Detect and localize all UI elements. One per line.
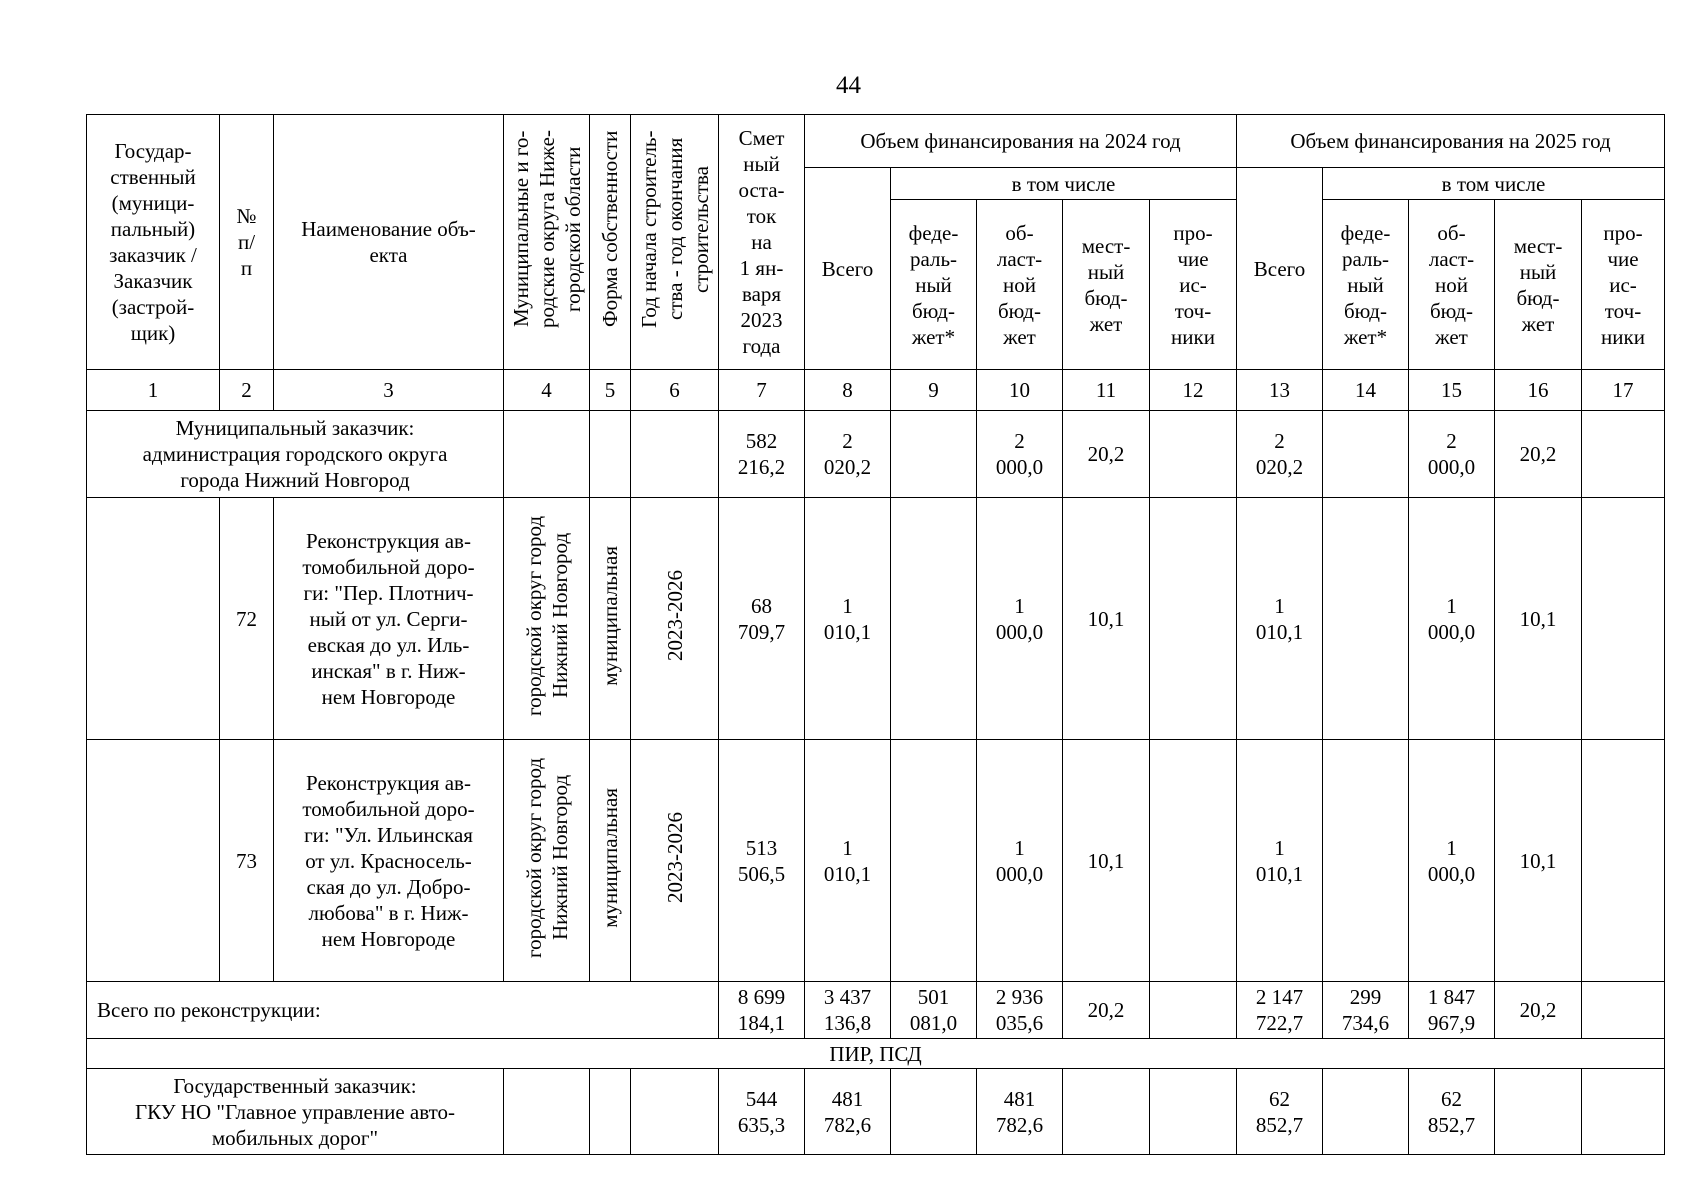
cell-oblast-2024: 2 936 035,6 <box>977 982 1063 1039</box>
header-years: Год начала строитель- ства - год окончания строительства <box>636 130 713 328</box>
cell-oblast-2024: 2 000,0 <box>977 411 1063 498</box>
cell-district-cell <box>504 498 590 740</box>
header-fin-2025: Объем финансирования на 2025 год <box>1237 115 1665 168</box>
state-customer-label: Государственный заказчик: ГКУ НО "Главное управление авто- мобильных дорог" <box>87 1069 504 1155</box>
cell-years-cell <box>631 740 719 982</box>
column-numbers-row <box>87 370 1665 411</box>
page-number: 44 <box>836 72 861 99</box>
header-fin-2024: Объем финансирования на 2024 год <box>805 115 1237 168</box>
cell-oblast-2024: 1 000,0 <box>977 498 1063 740</box>
cell-local-2025: 10,1 <box>1495 740 1582 982</box>
section-title: ПИР, ПСД <box>87 1039 1665 1069</box>
cell-federal-2025: 299 734,6 <box>1323 982 1409 1039</box>
cell-oblast-2024: 481 782,6 <box>977 1069 1063 1155</box>
cell-federal-2024: 501 081,0 <box>891 982 977 1039</box>
column-number: 2 <box>220 370 274 411</box>
header-other-2024: про- чие ис- точ- ники <box>1150 200 1237 370</box>
column-number: 5 <box>590 370 631 411</box>
table-row-section <box>87 1039 1665 1069</box>
header-oblast-2025: об- ласт- ной бюд- жет <box>1409 200 1495 370</box>
column-number: 12 <box>1150 370 1237 411</box>
cell-local-2024: 20,2 <box>1063 411 1150 498</box>
column-number: 3 <box>274 370 504 411</box>
cell-total-2025: 1 010,1 <box>1237 498 1323 740</box>
column-number: 13 <box>1237 370 1323 411</box>
cell-oblast-2025: 1 000,0 <box>1409 498 1495 740</box>
column-number: 14 <box>1323 370 1409 411</box>
header-row-1 <box>87 115 1665 168</box>
table-row-municipal-customer <box>87 411 1665 498</box>
table-row-state-customer <box>87 1069 1665 1155</box>
header-ownership: Форма собственности <box>598 130 622 328</box>
column-number: 7 <box>719 370 805 411</box>
column-number: 6 <box>631 370 719 411</box>
cell-object-name: Реконструкция ав- томобильной доро- ги: "Пер. Плотнич- ный от ул. Серги- евская до ул. Иль- инская" в г. Ниж- нем Новгороде <box>274 498 504 740</box>
column-number: 11 <box>1063 370 1150 411</box>
header-number: № п/ п <box>220 115 274 370</box>
cell-oblast-2025: 1 000,0 <box>1409 740 1495 982</box>
cell-years-cell <box>631 498 719 740</box>
cell-total-2024: 1 010,1 <box>805 740 891 982</box>
cell-oblast-2025: 2 000,0 <box>1409 411 1495 498</box>
column-number: 16 <box>1495 370 1582 411</box>
header-local-2024: мест- ный бюд- жет <box>1063 200 1150 370</box>
cell-estimate: 68 709,7 <box>719 498 805 740</box>
cell-total-2025: 1 010,1 <box>1237 740 1323 982</box>
total-label: Всего по реконструкции: <box>87 982 719 1039</box>
cell-object-name: Реконструкция ав- томобильной доро- ги: "Ул. Ильинская от ул. Красносель- ская до ул. Добро- любова" в г. Ниж- нем Новгороде <box>274 740 504 982</box>
cell-years: 2023-2026 <box>662 570 687 661</box>
header-district: Муниципальные и го- родские округа Ниже- городской области <box>508 130 585 328</box>
column-number: 10 <box>977 370 1063 411</box>
financing-table <box>86 114 1665 1155</box>
cell-ownership-cell <box>590 498 631 740</box>
cell-local-2025: 20,2 <box>1495 411 1582 498</box>
table-row-object-72 <box>87 498 1665 740</box>
cell-ownership: муниципальная <box>598 545 622 686</box>
cell-local-2024: 10,1 <box>1063 498 1150 740</box>
column-number: 15 <box>1409 370 1495 411</box>
cell-estimate: 544 635,3 <box>719 1069 805 1155</box>
header-total-2025: Всего <box>1237 168 1323 370</box>
cell-estimate: 8 699 184,1 <box>719 982 805 1039</box>
cell-district-cell <box>504 740 590 982</box>
table-row-object-73 <box>87 740 1665 982</box>
cell-total-2024: 481 782,6 <box>805 1069 891 1155</box>
cell-total-2025: 62 852,7 <box>1237 1069 1323 1155</box>
column-number: 8 <box>805 370 891 411</box>
column-number: 17 <box>1582 370 1665 411</box>
cell-number: 73 <box>220 740 274 982</box>
cell-number: 72 <box>220 498 274 740</box>
cell-years: 2023-2026 <box>662 812 687 903</box>
cell-estimate: 582 216,2 <box>719 411 805 498</box>
cell-ownership-cell <box>590 740 631 982</box>
cell-total-2025: 2 020,2 <box>1237 411 1323 498</box>
cell-district: городской округ город Нижний Новгород <box>521 515 572 716</box>
header-district-cell <box>504 115 590 370</box>
cell-local-2025: 20,2 <box>1495 982 1582 1039</box>
cell-total-2024: 2 020,2 <box>805 411 891 498</box>
header-object-name: Наименование объ- екта <box>274 115 504 370</box>
cell-local-2025: 10,1 <box>1495 498 1582 740</box>
column-number: 1 <box>87 370 220 411</box>
cell-local-2024: 10,1 <box>1063 740 1150 982</box>
header-ownership-cell <box>590 115 631 370</box>
cell-oblast-2024: 1 000,0 <box>977 740 1063 982</box>
table-row-total <box>87 982 1665 1039</box>
cell-local-2024: 20,2 <box>1063 982 1150 1039</box>
header-total-2024: Всего <box>805 168 891 370</box>
cell-total-2025: 2 147 722,7 <box>1237 982 1323 1039</box>
cell-ownership: муниципальная <box>598 787 622 928</box>
header-years-cell <box>631 115 719 370</box>
header-including-2025: в том числе <box>1323 168 1665 200</box>
header-local-2025: мест- ный бюд- жет <box>1495 200 1582 370</box>
municipal-customer-label: Муниципальный заказчик: администрация городского округа города Нижний Новгород <box>87 411 504 498</box>
header-federal-2025: феде- раль- ный бюд- жет* <box>1323 200 1409 370</box>
cell-district: городской округ город Нижний Новгород <box>521 757 572 958</box>
header-federal-2024: феде- раль- ный бюд- жет* <box>891 200 977 370</box>
cell-total-2024: 1 010,1 <box>805 498 891 740</box>
header-including-2024: в том числе <box>891 168 1237 200</box>
header-estimate: Смет ный оста- ток на 1 ян- варя 2023 года <box>719 115 805 370</box>
cell-oblast-2025: 1 847 967,9 <box>1409 982 1495 1039</box>
column-number: 4 <box>504 370 590 411</box>
column-number: 9 <box>891 370 977 411</box>
cell-oblast-2025: 62 852,7 <box>1409 1069 1495 1155</box>
cell-total-2024: 3 437 136,8 <box>805 982 891 1039</box>
header-other-2025: про- чие ис- точ- ники <box>1582 200 1665 370</box>
cell-estimate: 513 506,5 <box>719 740 805 982</box>
header-oblast-2024: об- ласт- ной бюд- жет <box>977 200 1063 370</box>
header-customer: Государ- ственный (муници- пальный) заказчик / Заказчик (застрой- щик) <box>87 115 220 370</box>
